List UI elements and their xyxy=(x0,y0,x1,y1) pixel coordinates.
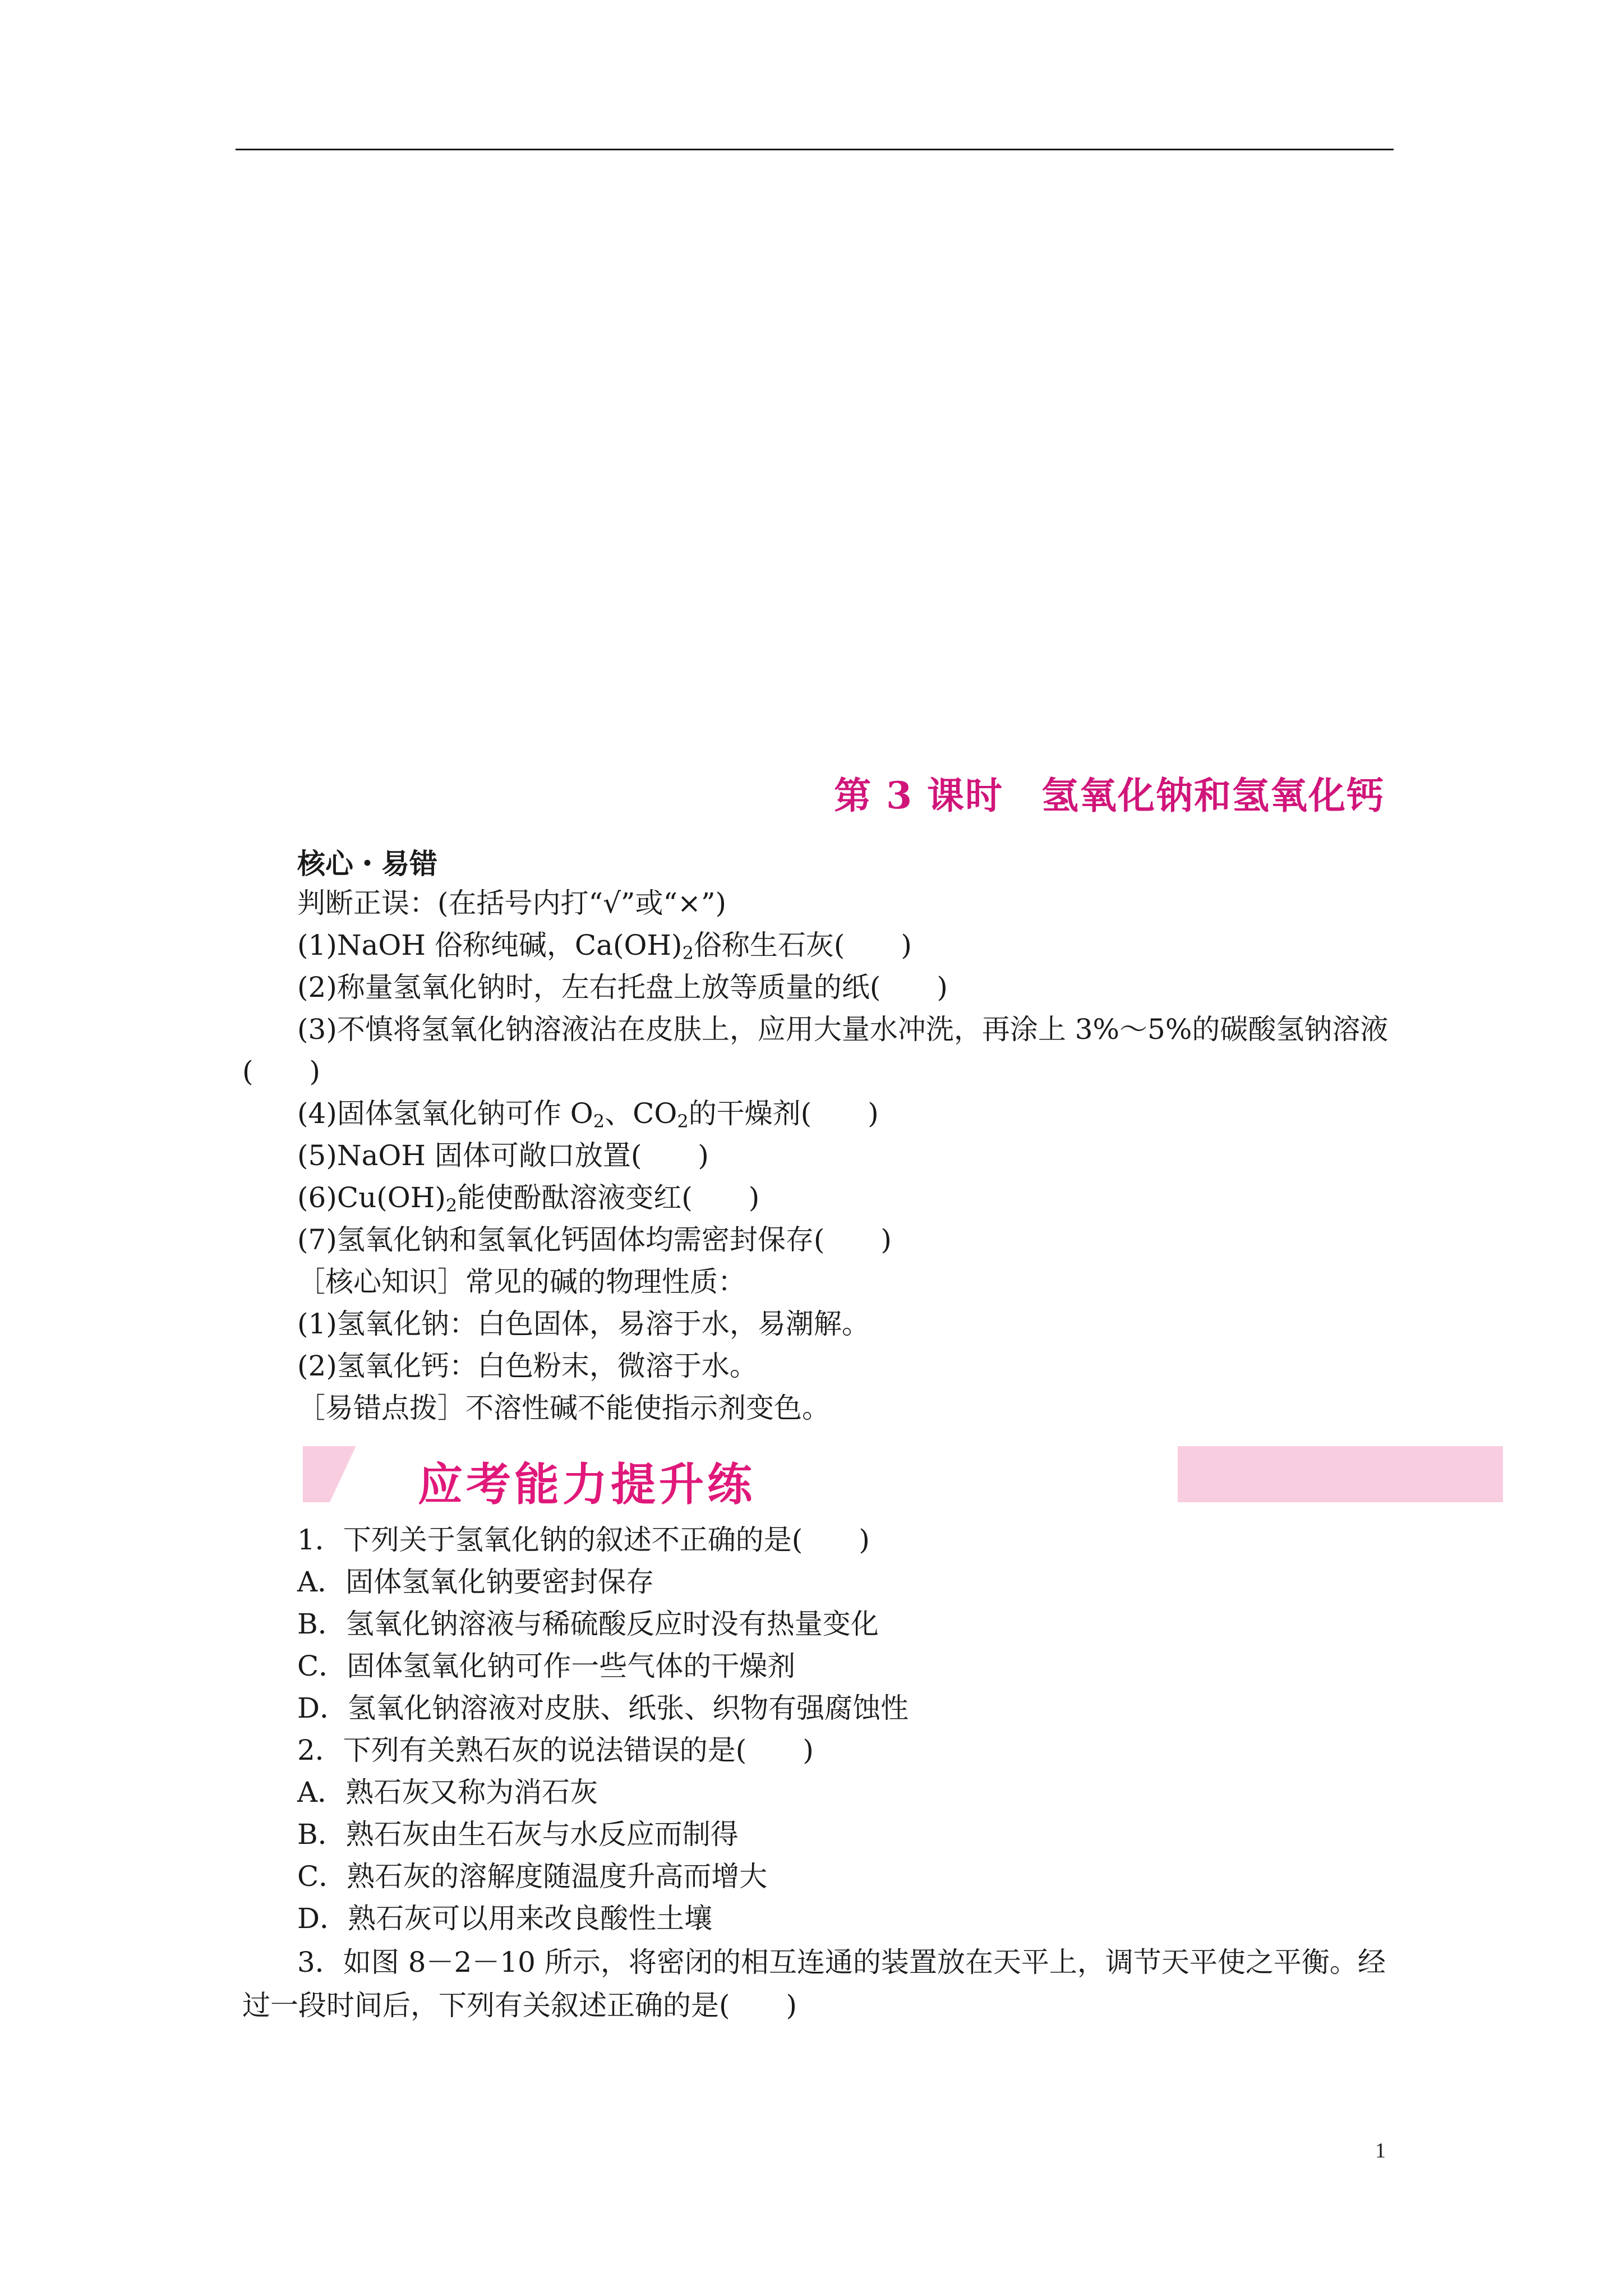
question-3-line-1: (3)不慎将氢氧化钠溶液沾在皮肤上，应用大量水冲洗，再涂上 3%～5%的碳酸氢钠溶液 xyxy=(297,1013,1389,1046)
exercise-2-option-c: C．熟石灰的溶解度随温度升高而增大 xyxy=(297,1860,768,1893)
lesson-title: 第 3 课时 氢氧化钠和氢氧化钙 xyxy=(834,774,1385,817)
question-6: $(6)Cu(OH)_2$能使酚酞溶液变红( ) xyxy=(297,1181,760,1216)
exercise-1-option-b: B．氢氧化钠溶液与稀硫酸反应时没有热量变化 xyxy=(297,1608,879,1640)
core-knowledge: ［核心知识］常见的碱的物理性质： xyxy=(297,1266,746,1298)
exercise-2-option-d: D．熟石灰可以用来改良酸性土壤 xyxy=(297,1902,713,1935)
banner-label: 应考能力提升练 xyxy=(418,1458,755,1511)
knowledge-1: (1)氢氧化钠：白色固体，易溶于水，易潮解。 xyxy=(297,1308,870,1340)
question-5: (5)NaOH 固体可敞口放置( ) xyxy=(297,1139,709,1172)
exercise-1-option-a: A．固体氢氧化钠要密封保存 xyxy=(297,1566,654,1598)
question-4: (4)固体氢氧化钠可作 $O_2$、$CO_2$的干燥剂( ) xyxy=(297,1097,879,1132)
knowledge-2: (2)氢氧化钙：白色粉末，微溶于水。 xyxy=(297,1350,758,1382)
question-7: (7)氢氧化钠和氢氧化钙固体均需密封保存( ) xyxy=(297,1223,892,1256)
exercise-1-option-c: C．固体氢氧化钠可作一些气体的干燥剂 xyxy=(297,1650,796,1682)
exercise-1: 1．下列关于氢氧化钠的叙述不正确的是( ) xyxy=(297,1524,870,1556)
question-3-line-2: ( ) xyxy=(242,1055,321,1088)
error-tip: ［易错点拨］不溶性碱不能使指示剂变色。 xyxy=(297,1392,830,1424)
section-banner xyxy=(303,1446,1503,1511)
page-number: 1 xyxy=(1375,2139,1386,2162)
exercise-3-line-2: 过一段时间后，下列有关叙述正确的是( ) xyxy=(242,1989,797,2022)
exercise-1-option-d: D．氢氧化钠溶液对皮肤、纸张、织物有强腐蚀性 xyxy=(297,1692,909,1724)
core-heading: 核心・易错 xyxy=(297,847,437,880)
instruction: 判断正误：(在括号内打“√”或“×”) xyxy=(297,887,727,919)
question-2: (2)称量氢氧化钠时，左右托盘上放等质量的纸( ) xyxy=(297,971,948,1004)
question-1: (1)NaOH 俗称纯碱，$Ca(OH)_2$俗称生石灰( ) xyxy=(297,929,912,964)
exercise-3-line-1: 3．如图 8－2－10 所示，将密闭的相互连通的装置放在天平上，调节天平使之平衡。经 xyxy=(297,1946,1386,1978)
header-rule xyxy=(236,149,1394,150)
exercise-2-option-b: B．熟石灰由生石灰与水反应而制得 xyxy=(297,1818,739,1851)
exercise-2-option-a: A．熟石灰又称为消石灰 xyxy=(297,1776,598,1809)
exercise-2: 2．下列有关熟石灰的说法错误的是( ) xyxy=(297,1734,814,1766)
